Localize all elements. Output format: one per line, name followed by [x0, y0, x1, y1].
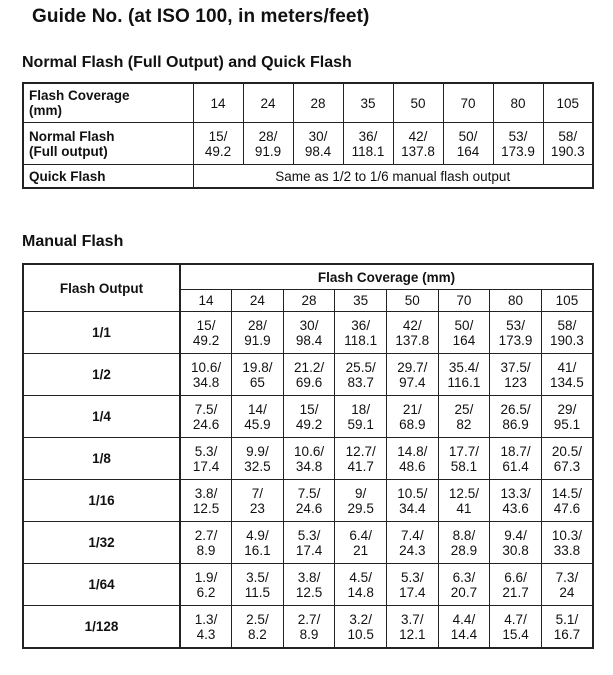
- normal-flash-value: 28/ 91.9: [243, 123, 293, 165]
- normal-flash-value: 53/ 173.9: [493, 123, 543, 165]
- manual-flash-row: [23, 564, 593, 606]
- guide-number-cell: 4.4/ 14.4: [438, 606, 490, 649]
- flash-output-value: 1/2: [23, 354, 180, 396]
- guide-number-cell: 30/ 98.4: [283, 312, 335, 354]
- guide-number-cell: 6.4/ 21: [335, 522, 387, 564]
- guide-number-cell: 18/ 59.1: [335, 396, 387, 438]
- guide-number-cell: 18.7/ 61.4: [490, 438, 542, 480]
- guide-number-cell: 53/ 173.9: [490, 312, 542, 354]
- guide-number-cell: 14/ 45.9: [232, 396, 284, 438]
- guide-number-cell: 37.5/ 123: [490, 354, 542, 396]
- guide-number-cell: 14.8/ 48.6: [387, 438, 439, 480]
- manual-coverage-value: 28: [283, 290, 335, 312]
- coverage-value: 28: [293, 83, 343, 123]
- coverage-value: 35: [343, 83, 393, 123]
- guide-number-cell: 25/ 82: [438, 396, 490, 438]
- guide-number-cell: 14.5/ 47.6: [541, 480, 593, 522]
- guide-number-cell: 28/ 91.9: [232, 312, 284, 354]
- guide-number-cell: 41/ 134.5: [541, 354, 593, 396]
- guide-number-cell: 29.7/ 97.4: [387, 354, 439, 396]
- guide-number-cell: 3.8/ 12.5: [283, 564, 335, 606]
- guide-number-cell: 7.5/ 24.6: [180, 396, 232, 438]
- normal-flash-value: 42/ 137.8: [393, 123, 443, 165]
- guide-number-cell: 2.7/ 8.9: [180, 522, 232, 564]
- guide-number-cell: 21.2/ 69.6: [283, 354, 335, 396]
- guide-number-cell: 29/ 95.1: [541, 396, 593, 438]
- manual-coverage-value: 35: [335, 290, 387, 312]
- guide-number-cell: 9/ 29.5: [335, 480, 387, 522]
- normal-flash-value: 36/ 118.1: [343, 123, 393, 165]
- manual-header-row: [23, 264, 593, 290]
- guide-number-cell: 4.9/ 16.1: [232, 522, 284, 564]
- guide-number-cell: 26.5/ 86.9: [490, 396, 542, 438]
- guide-number-cell: 6.6/ 21.7: [490, 564, 542, 606]
- guide-number-cell: 4.5/ 14.8: [335, 564, 387, 606]
- guide-number-cell: 6.3/ 20.7: [438, 564, 490, 606]
- guide-number-cell: 3.5/ 11.5: [232, 564, 284, 606]
- flash-output-header: Flash Output: [23, 264, 180, 312]
- guide-number-cell: 15/ 49.2: [283, 396, 335, 438]
- guide-number-cell: 4.7/ 15.4: [490, 606, 542, 649]
- quick-flash-label: Quick Flash: [23, 165, 193, 189]
- manual-coverage-value: 14: [180, 290, 232, 312]
- guide-number-cell: 42/ 137.8: [387, 312, 439, 354]
- manual-flash-row: [23, 312, 593, 354]
- guide-number-cell: 7.4/ 24.3: [387, 522, 439, 564]
- coverage-value: 70: [443, 83, 493, 123]
- guide-number-cell: 10.5/ 34.4: [387, 480, 439, 522]
- guide-number-cell: 9.9/ 32.5: [232, 438, 284, 480]
- manual-flash-row: [23, 354, 593, 396]
- guide-number-cell: 13.3/ 43.6: [490, 480, 542, 522]
- manual-flash-row: [23, 522, 593, 564]
- guide-number-cell: 17.7/ 58.1: [438, 438, 490, 480]
- flash-output-value: 1/8: [23, 438, 180, 480]
- manual-coverage-value: 50: [387, 290, 439, 312]
- flash-output-value: 1/32: [23, 522, 180, 564]
- coverage-value: 24: [243, 83, 293, 123]
- flash-output-value: 1/64: [23, 564, 180, 606]
- guide-number-cell: 2.7/ 8.9: [283, 606, 335, 649]
- quick-flash-text: Same as 1/2 to 1/6 manual flash output: [193, 165, 593, 189]
- guide-number-cell: 19.8/ 65: [232, 354, 284, 396]
- guide-number-cell: 7.5/ 24.6: [283, 480, 335, 522]
- guide-number-cell: 1.9/ 6.2: [180, 564, 232, 606]
- guide-number-cell: 35.4/ 116.1: [438, 354, 490, 396]
- guide-number-cell: 20.5/ 67.3: [541, 438, 593, 480]
- manual-flash-row: [23, 480, 593, 522]
- flash-output-value: 1/4: [23, 396, 180, 438]
- coverage-value: 50: [393, 83, 443, 123]
- guide-number-cell: 21/ 68.9: [387, 396, 439, 438]
- guide-number-cell: 10.6/ 34.8: [180, 354, 232, 396]
- normal-quick-flash-table: [22, 82, 594, 189]
- normal-flash-row: [23, 123, 593, 165]
- normal-flash-value: 30/ 98.4: [293, 123, 343, 165]
- normal-flash-heading: Normal Flash (Full Output) and Quick Flash: [22, 54, 352, 71]
- guide-number-cell: 3.8/ 12.5: [180, 480, 232, 522]
- coverage-value: 14: [193, 83, 243, 123]
- guide-number-cell: 15/ 49.2: [180, 312, 232, 354]
- guide-number-cell: 8.8/ 28.9: [438, 522, 490, 564]
- normal-flash-label: Normal Flash (Full output): [23, 123, 193, 165]
- coverage-value: 80: [493, 83, 543, 123]
- manual-flash-heading: Manual Flash: [22, 233, 124, 250]
- manual-flash-table: [22, 263, 594, 649]
- guide-number-cell: 9.4/ 30.8: [490, 522, 542, 564]
- coverage-row: [23, 83, 593, 123]
- flash-output-value: 1/128: [23, 606, 180, 649]
- manual-coverage-value: 70: [438, 290, 490, 312]
- guide-number-cell: 36/ 118.1: [335, 312, 387, 354]
- guide-number-cell: 50/ 164: [438, 312, 490, 354]
- guide-number-cell: 1.3/ 4.3: [180, 606, 232, 649]
- guide-number-cell: 2.5/ 8.2: [232, 606, 284, 649]
- guide-number-cell: 5.3/ 17.4: [180, 438, 232, 480]
- flash-coverage-header: Flash Coverage (mm): [180, 264, 593, 290]
- guide-number-cell: 7/ 23: [232, 480, 284, 522]
- coverage-label: Flash Coverage (mm): [23, 83, 193, 123]
- guide-number-cell: 5.3/ 17.4: [283, 522, 335, 564]
- normal-flash-value: 58/ 190.3: [543, 123, 593, 165]
- manual-coverage-value: 80: [490, 290, 542, 312]
- guide-number-cell: 25.5/ 83.7: [335, 354, 387, 396]
- guide-number-cell: 10.3/ 33.8: [541, 522, 593, 564]
- guide-number-cell: 10.6/ 34.8: [283, 438, 335, 480]
- guide-number-cell: 5.3/ 17.4: [387, 564, 439, 606]
- coverage-value: 105: [543, 83, 593, 123]
- normal-flash-value: 50/ 164: [443, 123, 493, 165]
- guide-number-cell: 3.2/ 10.5: [335, 606, 387, 649]
- guide-number-cell: 12.7/ 41.7: [335, 438, 387, 480]
- manual-flash-row: [23, 606, 593, 649]
- guide-number-cell: 7.3/ 24: [541, 564, 593, 606]
- guide-number-cell: 58/ 190.3: [541, 312, 593, 354]
- manual-coverage-value: 24: [232, 290, 284, 312]
- manual-flash-row: [23, 438, 593, 480]
- manual-flash-row: [23, 396, 593, 438]
- page-title: Guide No. (at ISO 100, in meters/feet): [32, 6, 370, 27]
- guide-number-cell: 12.5/ 41: [438, 480, 490, 522]
- manual-coverage-value: 105: [541, 290, 593, 312]
- quick-flash-row: [23, 165, 593, 189]
- flash-output-value: 1/16: [23, 480, 180, 522]
- guide-number-cell: 5.1/ 16.7: [541, 606, 593, 649]
- flash-output-value: 1/1: [23, 312, 180, 354]
- guide-number-cell: 3.7/ 12.1: [387, 606, 439, 649]
- normal-flash-value: 15/ 49.2: [193, 123, 243, 165]
